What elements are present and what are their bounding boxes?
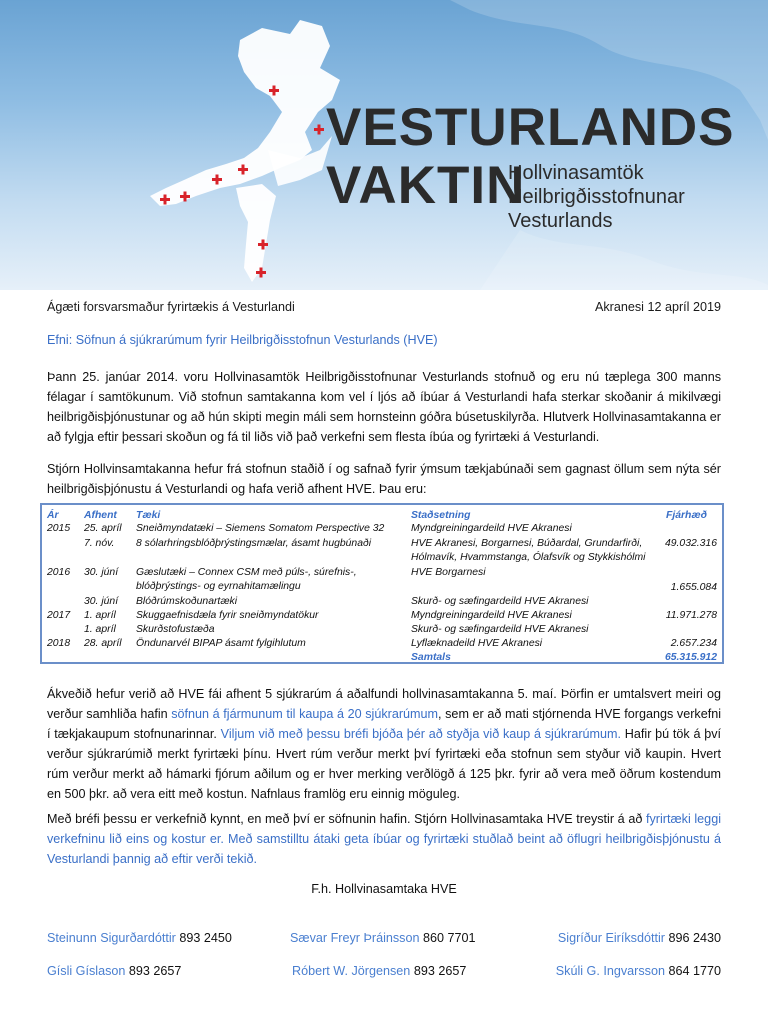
cell-delivered: 1. apríl — [84, 624, 116, 635]
cell-delivered: 30. júní — [84, 567, 119, 578]
signature-4 — [47, 962, 181, 980]
signature-name: Skúli G. Ingvarsson — [555, 964, 665, 978]
cell-amount: 2.657.234 — [670, 638, 717, 649]
paragraph-equipment: Stjórn Hollvinsamtakanna hefur frá stofnun staðið í og safnað fyrir ýmsum tækjabúnaði sem gagnast öllum sem nýta sér heilbrigðisþjónustu á Vesturlandi og hafa verið afhent HVE. Þau eru: — [47, 462, 721, 496]
signature-3 — [558, 929, 721, 947]
cell-amount: 11.971.278 — [665, 610, 717, 621]
table-total-amount: 65.315.912 — [664, 652, 717, 663]
signature-name: Gísli Gíslason — [47, 964, 126, 978]
signature-phone: 896 2430 — [668, 931, 721, 945]
cell-device: Skurðstofustæða — [136, 624, 215, 635]
cell-year: 2018 — [47, 638, 71, 649]
brand-subtitle-line2: Heilbrigðisstofnunar — [508, 186, 685, 208]
cell-delivered: 1. apríl — [84, 610, 116, 621]
cell-delivered: 30. júní — [84, 596, 119, 607]
cell-device: 8 sólarhringsblóðþrýstingsmælar, ásamt hugbúnaði — [136, 538, 372, 549]
cell-device: Gæslutæki – Connex CSM með púls-, súrefnis-, — [136, 567, 357, 578]
paragraph-beds-highlight-invitation: Viljum við með þessu bréfi bjóða þér að styðja við kaup á sjúkrarúmum. — [220, 727, 622, 741]
signature-6 — [556, 962, 721, 980]
brand-subtitle-line1: Hollvinasamtök — [508, 162, 644, 184]
cell-device: Skuggaefnisdæla fyrir sneiðmyndatökur — [136, 610, 319, 621]
cell-location: Myndgreiningardeild HVE Akranesi — [411, 610, 572, 621]
paragraph-beds-text-e: Hafir þú tök á því verður sjúkrarúmið merkt fyrirtæki þínu. Hvert rúm verður merkt því fyrirtæki eða stofnun sem styður við kaupin. Hvert rúm verður merkt að hámarki fjórum aðilum og er hver merking verðlögð á 125 þkr. fyrir að vera með öðrum kostendum en 500 þkr. að vera eitt með kostun. Nafnlaus framlög eru einnig möguleg. — [47, 727, 721, 801]
paragraph-beds-highlight-fundraising: söfnun á fjármunum til kaupa á 20 sjúkrarúmum — [171, 707, 439, 721]
cell-year: 2017 — [47, 610, 71, 621]
cell-location: Skurð- og sæfingardeild HVE Akranesi — [411, 624, 589, 635]
cell-delivered: 7. nóv. — [84, 538, 115, 549]
signature-name: Róbert W. Jörgensen — [292, 964, 411, 978]
cell-delivered: 28. apríl — [84, 638, 122, 649]
cell-location: Lyflæknadeild HVE Akranesi — [411, 638, 543, 649]
brand-title-line2: VAKTIN — [326, 156, 526, 215]
paragraph-closing — [47, 809, 721, 869]
cell-year: 2016 — [47, 567, 71, 578]
signature-phone: 893 2657 — [128, 964, 182, 978]
signoff: F.h. Hollvinasamtaka HVE — [311, 882, 457, 896]
table-header-device: Tæki — [136, 510, 161, 521]
signature-phone: 864 1770 — [668, 964, 721, 978]
signature-phone: 893 2450 — [179, 931, 232, 945]
signature-phone: 893 2657 — [413, 964, 467, 978]
table-header-location: Staðsetning — [411, 510, 471, 521]
cell-amount: 1.655.084 — [670, 582, 717, 593]
cell-year: 2015 — [47, 523, 71, 534]
signature-name: Steinunn Sigurðardóttir — [47, 931, 176, 945]
table-header-year: Ár — [47, 510, 59, 521]
signature-2 — [290, 929, 476, 947]
paragraph-closing-text-a: Með bréfi þessu er verkefnið kynnt, en með því er söfnunin hafin. Stjórn Hollvinasamtaka HVE treystir á að — [47, 812, 646, 826]
table-header-amount: Fjárhæð — [666, 510, 707, 521]
cell-device: Sneiðmyndatæki – Siemens Somatom Perspective 32 — [136, 523, 385, 534]
paragraph-intro: Þann 25. janúar 2014. voru Hollvinasamtök Heilbrigðisstofnunar Vesturlands stofnuð og eru nú tæplega 300 manns félagar í samtökunum. Við stofnun samtakanna kom vel í ljós að íbúar á Vesturlandi hafa sterkar skoðanir á mikilvægi heilbrigðisþjónustunar og að hún skipti megin máli sem hornsteinn góðra búsetuskilyrða. Hlutverk Hollvinasamtakanna er að fylgja eftir þessari skoðun og fá til liðs við það verkefni sem flesta íbúa og fyrirtæki á Vesturlandi. — [47, 370, 721, 444]
signature-1 — [47, 929, 232, 947]
signature-5 — [292, 962, 466, 980]
cell-location: Hólmavík, Hvammstanga, Ólafsvík og Stykkishólmi — [411, 552, 646, 563]
signature-name: Sigríður Eiríksdóttir — [557, 931, 665, 945]
signature-name: Sævar Freyr Þráinsson — [290, 931, 420, 945]
cell-device: Öndunarvél BIPAP ásamt fylgihlutum — [136, 638, 306, 649]
cell-device: blóðþrýstings- og eyrnahitamælingu — [136, 581, 301, 592]
red-cross-icon — [160, 86, 324, 278]
cell-device: Blóðrúmskoðunartæki — [136, 596, 238, 607]
paragraph-beds — [47, 684, 721, 804]
cell-location: HVE Borgarnesi — [411, 567, 486, 578]
cell-delivered: 25. apríl — [84, 523, 122, 534]
letter-subject: Efni: Söfnun á sjúkrarúmum fyrir Heilbrigðisstofnun Vesturlands (HVE) — [47, 333, 438, 347]
brand-title-line1: VESTURLANDS — [326, 98, 735, 157]
signature-phone: 860 7701 — [422, 931, 476, 945]
cell-amount: 49.032.316 — [664, 538, 717, 549]
cell-location: Myndgreiningardeild HVE Akranesi — [411, 523, 572, 534]
cell-location: HVE Akranesi, Borgarnesi, Búðardal, Grundarfirði, — [411, 538, 643, 549]
salutation: Ágæti forsvarsmaður fyrirtækis á Vesturlandi — [47, 300, 295, 314]
header-banner — [0, 0, 768, 290]
paragraph-beds-text-a: Ákveðið hefur verið að HVE fái afhent 5 sjúkrarúm á aðalfundi hollvinasamtakanna 5. maí. Þörfin er umtalsvert meiri og verður samhliða hafin — [47, 687, 721, 721]
letter-date: Akranesi 12 apríl 2019 — [594, 300, 721, 314]
table-total-label: Samtals — [411, 652, 451, 663]
brand-subtitle-line3: Vesturlands — [508, 210, 613, 232]
paragraph-beds-text-c: , sem er að mati stjórnenda HVE forgangs verkefni í tækjakaupum stofnunarinnar. — [47, 707, 722, 741]
cell-location: Skurð- og sæfingardeild HVE Akranesi — [411, 596, 589, 607]
table-header-delivered: Afhent — [84, 510, 117, 521]
paragraph-closing-highlight: fyrirtæki leggi verkefninu lið eins og kostur er. Með samstilltu átaki geta íbúar og fyrirtæki stuðlað beint að öflugri heilbrigðisþjónustu á Vesturlandi þannig að eftir verði tekið. — [47, 812, 721, 866]
